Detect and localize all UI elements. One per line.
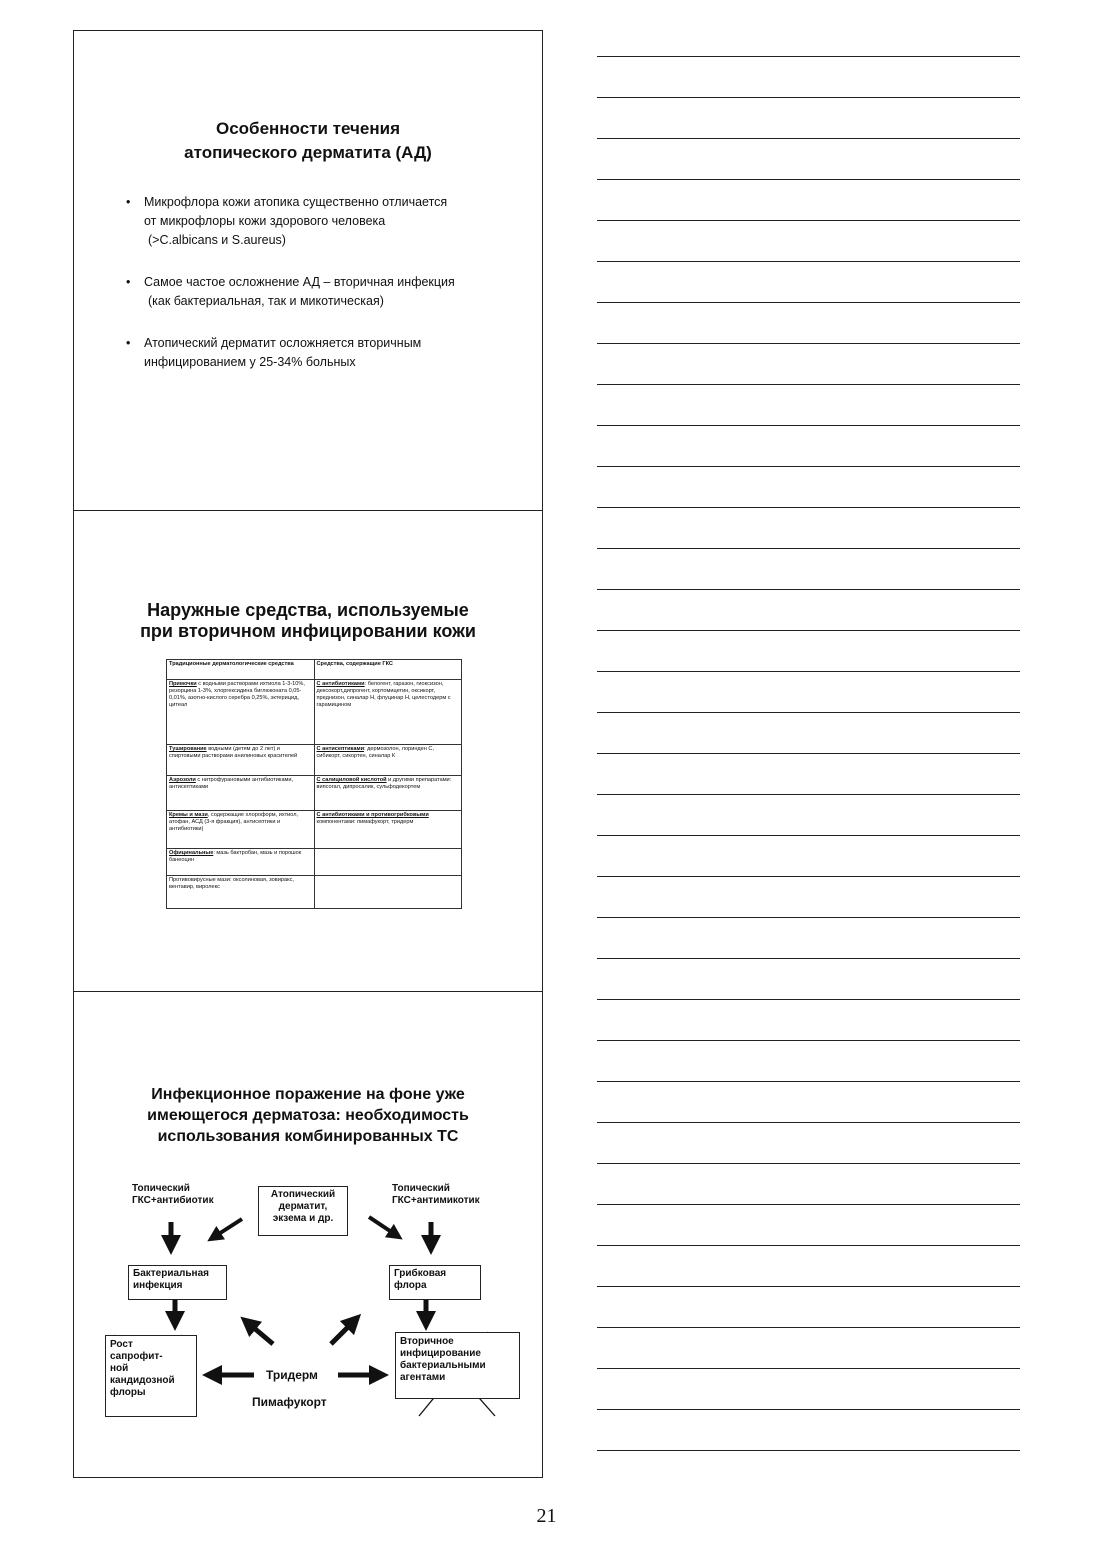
note-line: [597, 712, 1020, 713]
note-line: [597, 343, 1020, 344]
cell-text: : мазь бактробан, мазь и порошок банеоцин: [169, 850, 302, 864]
slide2-title-line1: Наружные средства, используемые: [147, 600, 469, 620]
slides-column: [73, 30, 543, 1478]
table-cell: [167, 776, 315, 810]
cell-key: Туширование: [169, 746, 207, 752]
box-line: ной: [110, 1363, 129, 1374]
label-line: ГКС+антибиотик: [132, 1195, 214, 1206]
arrow-center-to-bacterial: [214, 1219, 242, 1237]
slide1-title-line1: Особенности течения: [216, 119, 400, 138]
note-line: [597, 1204, 1020, 1205]
note-line: [597, 220, 1020, 221]
box-line: бактериальными: [400, 1360, 486, 1371]
cell-key: С антисептиками: [316, 746, 365, 752]
note-line: [597, 466, 1020, 467]
box-line: агентами: [400, 1372, 446, 1383]
bullet-item: [126, 273, 511, 311]
slide-topical-agents: [74, 511, 542, 992]
box-line: Бактериальная: [133, 1268, 209, 1279]
cell-text: Противовирусные мази: оксолиновая, зовиракс, вентавир, виролекс: [169, 876, 294, 890]
bullet-line: • Микрофлора кожи атопика существенно отличается: [144, 195, 448, 209]
table-cell: [314, 776, 462, 810]
note-line: [597, 1286, 1020, 1287]
cell-key: С салициловой кислотой: [316, 777, 387, 784]
cell-text: : дермозолон, лоринден С, сибикорт, сикортен, синалар К: [316, 746, 435, 759]
slide2-title-line2: при вторичном инфицировании кожи: [140, 621, 476, 641]
slide1-title: [74, 117, 542, 165]
table-cell: [167, 849, 315, 875]
slide-features: [74, 31, 542, 511]
cell-text: с водными растворами ихтиола 1-3-10%, резорцина 1-3%, хлоргексидина биглюконата 0,05-0,01%, азотно-кислого серебра 0,25%, эктерицид, цитеал: [169, 681, 305, 709]
note-line: [597, 1122, 1020, 1123]
box-line: инфицирование: [400, 1348, 481, 1359]
box-line: Вторичное: [400, 1336, 454, 1347]
box-line: кандидозной: [110, 1375, 175, 1386]
table-row: [167, 810, 462, 848]
table-cell: [314, 810, 462, 848]
note-line: [597, 1040, 1020, 1041]
note-line: [597, 302, 1020, 303]
table-row: [167, 849, 462, 875]
cell-key: С антибиотиками и противогрибковыми: [316, 811, 429, 818]
note-line: [597, 425, 1020, 426]
note-line: [597, 261, 1020, 262]
table-header: Традиционные дерматологические средства: [167, 660, 315, 680]
note-line: [597, 1368, 1020, 1369]
box-line: флоры: [110, 1387, 146, 1398]
label-line: ГКС+антимикотик: [392, 1195, 480, 1206]
cell-key: Официнальные: [169, 850, 214, 857]
note-line: [597, 1081, 1020, 1082]
slide1-title-line2: атопического дерматита (АД): [184, 143, 432, 162]
table-cell: [167, 875, 315, 908]
note-line: [597, 179, 1020, 180]
table-cell: [167, 745, 315, 776]
note-line: [597, 630, 1020, 631]
label-steroid-antibiotic: [132, 1183, 214, 1207]
box-bacterial-infection: [128, 1265, 227, 1300]
note-line: [597, 507, 1020, 508]
note-line: [597, 56, 1020, 57]
table-row: [167, 680, 462, 745]
cell-text: компонентами: пимафукорт, тридерм: [316, 818, 414, 825]
slide-combined-therapy: [74, 992, 542, 1479]
box-line: флора: [394, 1280, 427, 1291]
bullet-line: • Атопический дерматит осложняется вторичным: [144, 336, 422, 350]
cell-text: с нитрофурановыми антибиотиками, антисептиками: [169, 777, 294, 791]
label-line: Топический: [392, 1183, 450, 1194]
drug-triderm: Тридерм: [266, 1368, 318, 1382]
cell-key: С антибиотиками: [316, 681, 365, 688]
box-line: Атопический: [270, 1189, 336, 1200]
arrow-triderm-up-left: [248, 1323, 273, 1344]
cell-text: : белогент, гаразон, гиоксизон, дексокорт,дипрогент, кортомицетин, оксикорт, преднизон, синалар Н, флуцинар Н, целестодерм с гарамицином: [316, 681, 451, 709]
box-secondary-infection: [395, 1332, 520, 1399]
drug-table: [166, 659, 462, 909]
note-line: [597, 671, 1020, 672]
label-line: Топический: [132, 1183, 190, 1194]
bullet-item: [126, 334, 511, 372]
note-line: [597, 384, 1020, 385]
bullet-line: инфицированием у 25-34% больных: [144, 355, 356, 369]
label-steroid-antimycotic: [392, 1183, 480, 1207]
bullet-item: [126, 193, 511, 250]
table-header: Средства, содержащие ГКС: [314, 660, 462, 680]
bullet-line: от микрофлоры кожи здорового человека: [144, 214, 386, 228]
slide2-title: [74, 600, 542, 642]
box-line: дерматит,: [278, 1201, 328, 1212]
note-line: [597, 1327, 1020, 1328]
cell-key: Кремы и мази: [169, 811, 208, 818]
note-line: [597, 794, 1020, 795]
bullet-note: (как бактериальная, так и микотическая): [148, 294, 384, 308]
cell-key: Примочки: [169, 681, 197, 688]
table-cell: [314, 745, 462, 776]
page-number: 21: [536, 1505, 557, 1527]
box-atopic-dermatitis: [258, 1186, 348, 1236]
arrow-center-to-fungal: [369, 1217, 396, 1235]
table-cell: [314, 849, 462, 875]
cell-key: Аэрозоли: [169, 777, 196, 784]
note-line: [597, 548, 1020, 549]
table-cell: [314, 680, 462, 745]
box-saprophytic-growth: [105, 1335, 197, 1417]
note-line: [597, 1409, 1020, 1410]
note-line: [597, 876, 1020, 877]
bullet-note: (>C.albicans и S.aureus): [148, 233, 286, 247]
box-line: инфекция: [133, 1280, 183, 1291]
cell-text: , содержащие хлороформ, ихтиол, атофан, АСД (3-я фракция), антисептики и антибиотики): [169, 811, 299, 832]
table-row: [167, 776, 462, 810]
table-row: [167, 875, 462, 908]
note-line: [597, 138, 1020, 139]
arrow-triderm-up-right: [331, 1321, 354, 1344]
slide3-title-line3: использования комбинированных ТС: [157, 1128, 459, 1145]
box-line: сапрофит-: [110, 1351, 163, 1362]
box-line: Грибковая: [394, 1268, 447, 1279]
table-cell: [167, 810, 315, 848]
table-cell: [314, 875, 462, 908]
note-line: [597, 958, 1020, 959]
note-line: [597, 1163, 1020, 1164]
slide3-title-line2: имеющегося дерматоза: необходимость: [147, 1107, 469, 1124]
note-line: [597, 753, 1020, 754]
box-fungal-flora: [389, 1265, 481, 1300]
box-line: экзема и др.: [272, 1213, 334, 1224]
drug-pimafucort: Пимафукорт: [252, 1395, 327, 1409]
cell-text: и другими препаратами: випсогал, дипросалик, сульфодекортем: [316, 777, 452, 791]
slide1-bullets: [126, 193, 511, 372]
cell-text: водными (детям до 2 лет) и спиртовыми растворами анилиновых красителей: [169, 746, 298, 759]
note-line: [597, 1245, 1020, 1246]
note-line: [597, 917, 1020, 918]
note-line: [597, 999, 1020, 1000]
table-cell: [167, 680, 315, 745]
box-line: Рост: [110, 1339, 133, 1350]
note-line: [597, 835, 1020, 836]
slide3-title-line1: Инфекционное поражение на фоне уже: [151, 1086, 465, 1103]
table-row: [167, 745, 462, 776]
note-line: [597, 97, 1020, 98]
note-line: [597, 1450, 1020, 1451]
note-line: [597, 589, 1020, 590]
bullet-line: • Самое частое осложнение АД – вторичная инфекция: [144, 275, 455, 289]
